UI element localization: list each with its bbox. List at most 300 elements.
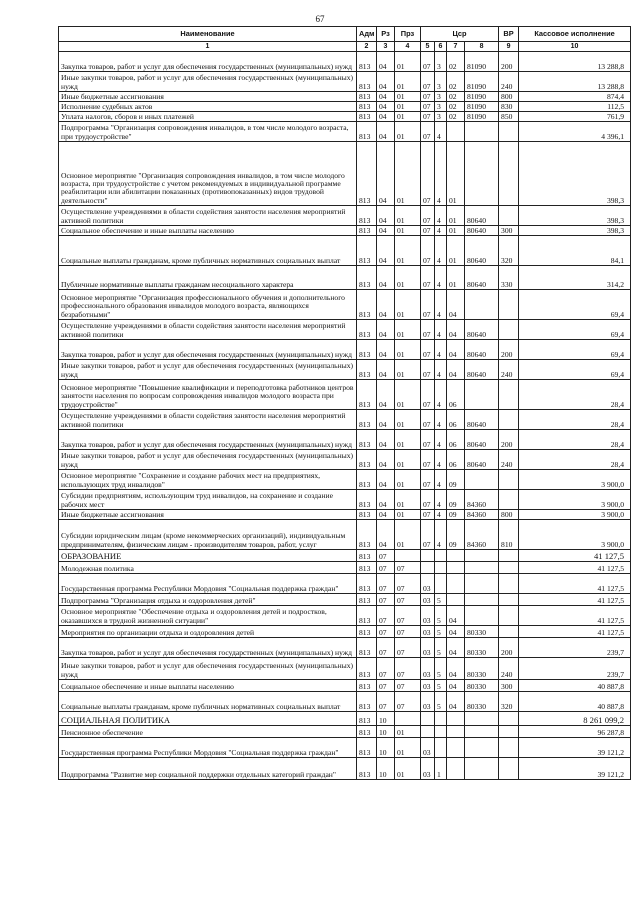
cell-name: Государственная программа Республики Мордовия "Социальная поддержка граждан": [59, 738, 357, 758]
cell-vr: [499, 410, 519, 430]
cell-vr: 240: [499, 360, 519, 380]
cell-vr: [499, 320, 519, 340]
cell-amount: 40 887,8: [519, 680, 631, 692]
cell-csr-program: [421, 562, 435, 574]
cell-rz: 10: [377, 738, 395, 758]
cell-adm: 813: [357, 266, 377, 290]
cell-csr-program: 07: [421, 320, 435, 340]
cell-csr-program: [421, 712, 435, 726]
cell-csr-direction: 80330: [465, 680, 499, 692]
cell-csr-event: 02: [447, 72, 465, 92]
cell-prz: 01: [395, 360, 421, 380]
table-row: [59, 562, 631, 574]
cell-csr-subprogram: 4: [435, 520, 447, 550]
cell-prz: [395, 712, 421, 726]
cell-csr-event: 09: [447, 520, 465, 550]
column-number: 9: [499, 42, 519, 52]
cell-name: Иные закупки товаров, работ и услуг для обеспечения государственных (муниципальных) нужд: [59, 450, 357, 470]
cell-amount: 40 887,8: [519, 692, 631, 712]
cell-rz: 04: [377, 266, 395, 290]
cell-rz: 07: [377, 574, 395, 594]
cell-vr: [499, 712, 519, 726]
cell-csr-subprogram: 4: [435, 340, 447, 360]
cell-rz: 04: [377, 490, 395, 510]
table-row: [59, 236, 631, 266]
cell-prz: 01: [395, 490, 421, 510]
table-row: [59, 510, 631, 520]
cell-csr-subprogram: 5: [435, 658, 447, 680]
cell-name: Уплата налогов, сборов и иных платежей: [59, 112, 357, 122]
cell-rz: 07: [377, 562, 395, 574]
cell-csr-event: 09: [447, 490, 465, 510]
header-amount: Кассовое исполнение: [519, 27, 631, 42]
cell-csr-direction: 80640: [465, 450, 499, 470]
cell-vr: [499, 574, 519, 594]
column-number: 5: [421, 42, 435, 52]
cell-adm: 813: [357, 380, 377, 410]
cell-adm: 813: [357, 680, 377, 692]
cell-adm: 813: [357, 122, 377, 142]
cell-name: Подпрограмма "Развитие мер социальной поддержки отдельных категорий граждан": [59, 758, 357, 780]
cell-vr: 850: [499, 112, 519, 122]
column-number: 1: [59, 42, 357, 52]
cell-rz: 07: [377, 692, 395, 712]
table-row: [59, 290, 631, 320]
cell-rz: 04: [377, 290, 395, 320]
cell-amount: 84,1: [519, 236, 631, 266]
cell-csr-subprogram: 4: [435, 266, 447, 290]
cell-csr-subprogram: [435, 574, 447, 594]
cell-adm: 813: [357, 450, 377, 470]
cell-adm: 813: [357, 510, 377, 520]
cell-csr-subprogram: 4: [435, 236, 447, 266]
cell-prz: 01: [395, 92, 421, 102]
budget-table: [58, 26, 631, 780]
cell-name: Иные бюджетные ассигнования: [59, 92, 357, 102]
cell-rz: 04: [377, 102, 395, 112]
cell-amount: 41 127,5: [519, 562, 631, 574]
cell-prz: 01: [395, 320, 421, 340]
cell-csr-direction: [465, 290, 499, 320]
cell-csr-program: 03: [421, 758, 435, 780]
cell-csr-event: 04: [447, 692, 465, 712]
cell-csr-direction: 81090: [465, 52, 499, 72]
cell-csr-event: 06: [447, 430, 465, 450]
cell-prz: 01: [395, 206, 421, 226]
cell-vr: [499, 562, 519, 574]
cell-csr-subprogram: 3: [435, 72, 447, 92]
table-row: [59, 606, 631, 626]
cell-adm: 813: [357, 550, 377, 562]
cell-csr-program: 07: [421, 410, 435, 430]
cell-csr-event: 02: [447, 102, 465, 112]
cell-adm: 813: [357, 692, 377, 712]
cell-csr-direction: 80640: [465, 236, 499, 266]
cell-vr: [499, 738, 519, 758]
cell-name: ОБРАЗОВАНИЕ: [59, 550, 357, 562]
cell-csr-subprogram: 4: [435, 206, 447, 226]
cell-name: Основное мероприятие "Повышение квалификации и переподготовка работников центров занятости населения по вопросам сопровождения инвалидов молодого возраста при трудоустройстве": [59, 380, 357, 410]
cell-vr: 320: [499, 236, 519, 266]
table-row: [59, 520, 631, 550]
cell-rz: 04: [377, 112, 395, 122]
cell-prz: 07: [395, 574, 421, 594]
cell-csr-direction: [465, 380, 499, 410]
cell-name: Основное мероприятие "Сохранение и создание рабочих мест на предприятиях, использующих труд инвалидов": [59, 470, 357, 490]
cell-name: Иные закупки товаров, работ и услуг для обеспечения государственных (муниципальных) нужд: [59, 658, 357, 680]
cell-csr-subprogram: 5: [435, 626, 447, 638]
cell-csr-subprogram: [435, 712, 447, 726]
cell-csr-direction: [465, 574, 499, 594]
table-row: [59, 692, 631, 712]
cell-csr-subprogram: 5: [435, 680, 447, 692]
cell-csr-program: 07: [421, 490, 435, 510]
cell-csr-subprogram: 4: [435, 410, 447, 430]
cell-name: Исполнение судебных актов: [59, 102, 357, 112]
cell-adm: 813: [357, 206, 377, 226]
cell-prz: 01: [395, 236, 421, 266]
cell-amount: 41 127,5: [519, 606, 631, 626]
cell-csr-event: 01: [447, 266, 465, 290]
cell-rz: 04: [377, 430, 395, 450]
cell-name: Осуществление учреждениями в области содействия занятости населения мероприятий активной политики: [59, 206, 357, 226]
cell-name: Мероприятия по организации отдыха и оздоровления детей: [59, 626, 357, 638]
cell-name: Закупка товаров, работ и услуг для обеспечения государственных (муниципальных) нужд: [59, 52, 357, 72]
cell-csr-program: 07: [421, 226, 435, 236]
cell-csr-event: 04: [447, 658, 465, 680]
column-number: 6: [435, 42, 447, 52]
cell-rz: 07: [377, 680, 395, 692]
cell-csr-direction: 81090: [465, 112, 499, 122]
cell-csr-event: [447, 726, 465, 738]
cell-name: Пенсионное обеспечение: [59, 726, 357, 738]
cell-csr-event: [447, 550, 465, 562]
cell-rz: 07: [377, 550, 395, 562]
cell-csr-direction: 84360: [465, 510, 499, 520]
table-row: [59, 102, 631, 112]
cell-prz: 07: [395, 562, 421, 574]
cell-amount: 239,7: [519, 638, 631, 658]
cell-prz: 07: [395, 606, 421, 626]
cell-name: Публичные нормативные выплаты гражданам несоциального характера: [59, 266, 357, 290]
table-row: [59, 626, 631, 638]
cell-csr-event: [447, 574, 465, 594]
cell-rz: 07: [377, 658, 395, 680]
cell-amount: 41 127,5: [519, 626, 631, 638]
cell-csr-direction: 80640: [465, 320, 499, 340]
column-number: 8: [465, 42, 499, 52]
cell-adm: 813: [357, 340, 377, 360]
cell-prz: 07: [395, 594, 421, 606]
column-number: 3: [377, 42, 395, 52]
table-row: [59, 658, 631, 680]
cell-csr-program: 07: [421, 510, 435, 520]
cell-csr-direction: 80330: [465, 638, 499, 658]
cell-csr-event: 09: [447, 510, 465, 520]
cell-csr-direction: 80330: [465, 658, 499, 680]
cell-csr-direction: [465, 550, 499, 562]
cell-csr-event: [447, 594, 465, 606]
cell-adm: 813: [357, 658, 377, 680]
cell-csr-program: 03: [421, 658, 435, 680]
cell-adm: 813: [357, 72, 377, 92]
cell-name: Социальные выплаты гражданам, кроме публичных нормативных социальных выплат: [59, 236, 357, 266]
cell-adm: 813: [357, 112, 377, 122]
cell-csr-subprogram: 4: [435, 320, 447, 340]
cell-csr-subprogram: 4: [435, 360, 447, 380]
cell-rz: 07: [377, 594, 395, 606]
cell-amount: 3 900,0: [519, 510, 631, 520]
cell-csr-event: 04: [447, 606, 465, 626]
cell-rz: 07: [377, 606, 395, 626]
table-row: [59, 574, 631, 594]
cell-prz: 01: [395, 226, 421, 236]
table-row: [59, 726, 631, 738]
cell-csr-subprogram: 4: [435, 490, 447, 510]
cell-prz: 01: [395, 112, 421, 122]
cell-csr-program: 03: [421, 680, 435, 692]
cell-name: Осуществление учреждениями в области содействия занятости населения мероприятий активной политики: [59, 410, 357, 430]
cell-prz: 01: [395, 726, 421, 738]
cell-rz: 04: [377, 92, 395, 102]
cell-amount: 28,4: [519, 410, 631, 430]
table-row: [59, 206, 631, 226]
cell-rz: 04: [377, 470, 395, 490]
cell-amount: 28,4: [519, 380, 631, 410]
cell-rz: 04: [377, 72, 395, 92]
header-vr: ВР: [499, 27, 519, 42]
cell-prz: 07: [395, 692, 421, 712]
cell-csr-direction: [465, 562, 499, 574]
cell-adm: 813: [357, 738, 377, 758]
cell-csr-direction: [465, 712, 499, 726]
table-row: [59, 410, 631, 430]
cell-vr: 810: [499, 520, 519, 550]
cell-csr-subprogram: [435, 550, 447, 562]
cell-csr-event: [447, 712, 465, 726]
cell-rz: 10: [377, 726, 395, 738]
header-adm: Адм: [357, 27, 377, 42]
cell-csr-event: 04: [447, 626, 465, 638]
cell-adm: 813: [357, 236, 377, 266]
table-row: [59, 738, 631, 758]
cell-amount: 69,4: [519, 360, 631, 380]
cell-amount: 41 127,5: [519, 550, 631, 562]
cell-csr-event: 06: [447, 410, 465, 430]
cell-rz: 04: [377, 340, 395, 360]
cell-prz: 01: [395, 470, 421, 490]
table-row: [59, 226, 631, 236]
cell-amount: 874,4: [519, 92, 631, 102]
cell-amount: 69,4: [519, 290, 631, 320]
column-number: 2: [357, 42, 377, 52]
cell-amount: 3 900,0: [519, 490, 631, 510]
cell-amount: 28,4: [519, 450, 631, 470]
cell-csr-direction: [465, 594, 499, 606]
cell-csr-program: 07: [421, 290, 435, 320]
cell-vr: [499, 594, 519, 606]
table-row: [59, 380, 631, 410]
cell-prz: 01: [395, 510, 421, 520]
cell-csr-subprogram: 4: [435, 430, 447, 450]
cell-csr-event: 02: [447, 52, 465, 72]
cell-vr: [499, 550, 519, 562]
cell-amount: 39 121,2: [519, 758, 631, 780]
cell-csr-event: 06: [447, 450, 465, 470]
cell-csr-event: 04: [447, 680, 465, 692]
cell-csr-event: [447, 122, 465, 142]
cell-csr-event: [447, 738, 465, 758]
cell-csr-subprogram: 4: [435, 510, 447, 520]
table-row: [59, 360, 631, 380]
cell-csr-subprogram: 3: [435, 92, 447, 102]
cell-rz: 04: [377, 142, 395, 206]
cell-csr-direction: 80640: [465, 410, 499, 430]
cell-csr-program: 07: [421, 360, 435, 380]
cell-csr-event: 09: [447, 470, 465, 490]
table-row: [59, 52, 631, 72]
cell-adm: 813: [357, 626, 377, 638]
cell-csr-event: 06: [447, 380, 465, 410]
cell-csr-direction: [465, 142, 499, 206]
cell-amount: 4 396,1: [519, 122, 631, 142]
table-row: [59, 266, 631, 290]
cell-name: Социальное обеспечение и иные выплаты населению: [59, 226, 357, 236]
cell-csr-subprogram: 4: [435, 290, 447, 320]
cell-vr: 800: [499, 92, 519, 102]
cell-amount: 41 127,5: [519, 594, 631, 606]
cell-csr-subprogram: 5: [435, 692, 447, 712]
cell-rz: 10: [377, 758, 395, 780]
cell-csr-subprogram: 4: [435, 450, 447, 470]
cell-name: Молодежная политика: [59, 562, 357, 574]
cell-csr-subprogram: [435, 562, 447, 574]
cell-vr: [499, 206, 519, 226]
cell-csr-direction: 80640: [465, 340, 499, 360]
cell-amount: 8 261 099,2: [519, 712, 631, 726]
cell-amount: 761,9: [519, 112, 631, 122]
cell-csr-event: [447, 758, 465, 780]
cell-name: Подпрограмма "Организация отдыха и оздоровления детей": [59, 594, 357, 606]
cell-vr: 330: [499, 266, 519, 290]
cell-prz: 01: [395, 758, 421, 780]
cell-prz: 01: [395, 340, 421, 360]
cell-rz: 04: [377, 360, 395, 380]
cell-rz: 04: [377, 236, 395, 266]
cell-amount: 314,2: [519, 266, 631, 290]
cell-csr-program: 03: [421, 638, 435, 658]
cell-name: Иные закупки товаров, работ и услуг для обеспечения государственных (муниципальных) нужд: [59, 72, 357, 92]
page-number: 67: [315, 14, 325, 24]
cell-vr: [499, 626, 519, 638]
cell-rz: 04: [377, 320, 395, 340]
cell-prz: 07: [395, 658, 421, 680]
table-row: [59, 142, 631, 206]
cell-csr-program: 07: [421, 92, 435, 102]
cell-csr-program: 03: [421, 606, 435, 626]
cell-rz: 04: [377, 122, 395, 142]
cell-csr-direction: 81090: [465, 102, 499, 112]
cell-csr-event: 01: [447, 142, 465, 206]
table-row: [59, 340, 631, 360]
cell-prz: 01: [395, 266, 421, 290]
cell-csr-direction: [465, 470, 499, 490]
cell-csr-direction: 80640: [465, 360, 499, 380]
cell-adm: 813: [357, 758, 377, 780]
table-row: [59, 92, 631, 102]
cell-name: Закупка товаров, работ и услуг для обеспечения государственных (муниципальных) нужд: [59, 430, 357, 450]
table-row: [59, 320, 631, 340]
cell-csr-event: 04: [447, 360, 465, 380]
cell-amount: 112,5: [519, 102, 631, 112]
column-number: 10: [519, 42, 631, 52]
cell-rz: 04: [377, 510, 395, 520]
cell-csr-subprogram: 5: [435, 638, 447, 658]
cell-csr-event: 02: [447, 92, 465, 102]
cell-amount: 3 900,0: [519, 520, 631, 550]
cell-vr: [499, 606, 519, 626]
table-row: [59, 112, 631, 122]
cell-adm: 813: [357, 574, 377, 594]
column-number: 7: [447, 42, 465, 52]
cell-name: Иные закупки товаров, работ и услуг для обеспечения государственных (муниципальных) нужд: [59, 360, 357, 380]
cell-csr-subprogram: 3: [435, 52, 447, 72]
cell-prz: 01: [395, 738, 421, 758]
cell-adm: 813: [357, 52, 377, 72]
cell-csr-direction: [465, 122, 499, 142]
cell-prz: 01: [395, 450, 421, 470]
cell-vr: 200: [499, 430, 519, 450]
cell-csr-direction: 84360: [465, 490, 499, 510]
header-name: Наименование: [59, 27, 357, 42]
cell-adm: 813: [357, 142, 377, 206]
cell-csr-program: 07: [421, 470, 435, 490]
cell-prz: [395, 550, 421, 562]
cell-prz: 01: [395, 410, 421, 430]
cell-prz: 07: [395, 680, 421, 692]
table-row: [59, 470, 631, 490]
cell-amount: 69,4: [519, 320, 631, 340]
cell-adm: 813: [357, 712, 377, 726]
cell-prz: 01: [395, 380, 421, 410]
cell-adm: 813: [357, 470, 377, 490]
cell-csr-subprogram: [435, 738, 447, 758]
cell-vr: 320: [499, 692, 519, 712]
cell-vr: [499, 726, 519, 738]
cell-adm: 813: [357, 430, 377, 450]
cell-name: Основное мероприятие "Организация профессионального обучения и дополнительного профессионального образования инвалидов молодого возраста, являющихся безработными": [59, 290, 357, 320]
cell-prz: 07: [395, 626, 421, 638]
cell-name: Социальные выплаты гражданам, кроме публичных нормативных социальных выплат: [59, 692, 357, 712]
cell-csr-event: [447, 562, 465, 574]
cell-csr-direction: 81090: [465, 92, 499, 102]
cell-csr-subprogram: [435, 726, 447, 738]
cell-rz: 07: [377, 638, 395, 658]
cell-amount: 239,7: [519, 658, 631, 680]
cell-adm: 813: [357, 410, 377, 430]
cell-csr-direction: 80330: [465, 626, 499, 638]
cell-name: Государственная программа Республики Мордовия "Социальная поддержка граждан": [59, 574, 357, 594]
cell-adm: 813: [357, 594, 377, 606]
cell-csr-event: 01: [447, 206, 465, 226]
table-row: [59, 490, 631, 510]
cell-name: Осуществление учреждениями в области содействия занятости населения мероприятий активной политики: [59, 320, 357, 340]
cell-prz: 01: [395, 72, 421, 92]
header-csr: Цср: [421, 27, 499, 42]
cell-csr-program: [421, 550, 435, 562]
cell-prz: 01: [395, 102, 421, 112]
cell-csr-program: [421, 726, 435, 738]
